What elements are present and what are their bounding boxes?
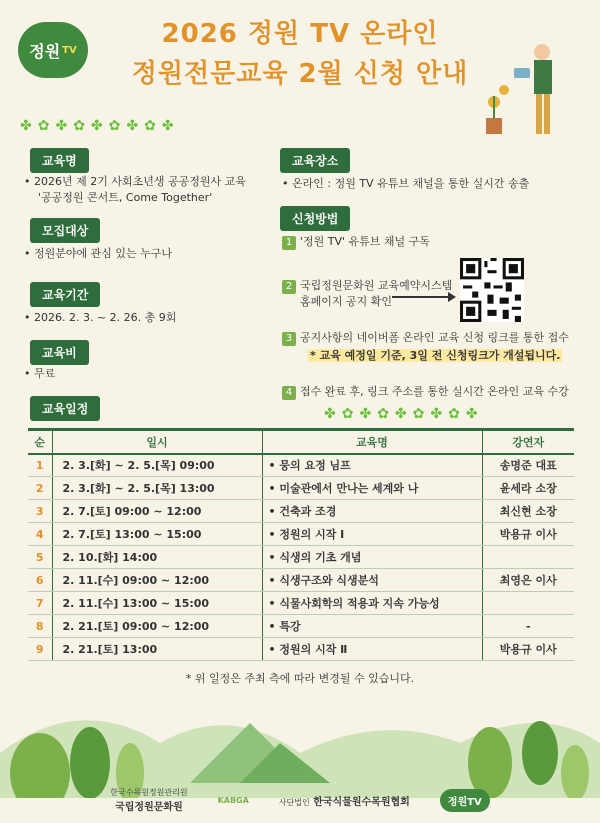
header-course: 교육명 — [262, 430, 482, 454]
header-date: 일시 — [52, 430, 262, 454]
table-row: 6 2. 11.[수] 09:00 ~ 12:00 • 식생구조와 식생분석 최영은 이사 — [28, 569, 574, 592]
kabga-logo: KABGA — [217, 795, 249, 805]
table-row: 7 2. 11.[수] 13:00 ~ 15:00 • 식물사회학의 적용과 지속 가능성 — [28, 592, 574, 615]
clover-decoration-mid: ✤✿✤✿✤✿✤✿✤ — [324, 406, 484, 422]
apply-step-4: 4 접수 완료 후, 링크 주소를 통한 실시간 온라인 교육 수강 — [282, 384, 569, 400]
logo-text: 정원 — [29, 41, 61, 61]
title-line-2: 정원전문교육 2월 신청 안내 — [131, 59, 469, 89]
course-name-label: 교육명 — [30, 148, 89, 173]
apply-step-2: 2 국립정원문화원 교육예약시스템 홈페이지 공지 확인 — [282, 278, 452, 310]
target-text: • 정원분야에 관심 있는 누구나 — [24, 247, 173, 260]
step-1-number: 1 — [282, 236, 296, 250]
table-row: 9 2. 21.[토] 13:00 • 정원의 시작 Ⅱ 박용규 이사 — [28, 638, 574, 661]
apply-notice: * 교육 예정일 기준, 3일 전 신청링크가 개설됩니다. — [310, 349, 561, 362]
table-row: 2 2. 3.[화] ~ 2. 5.[목] 13:00 • 미술관에서 만나는 세계와 나 윤세라 소장 — [28, 477, 574, 500]
step-4-number: 4 — [282, 386, 296, 400]
title-line-1: 2026 정원 TV 온라인 — [161, 19, 439, 49]
arrow-to-qr — [392, 296, 454, 298]
step-2-number: 2 — [282, 280, 296, 294]
table-row: 5 2. 10.[화] 14:00 • 식생의 기초 개념 — [28, 546, 574, 569]
partner-logos — [0, 787, 600, 813]
table-header-row — [28, 430, 574, 454]
qr-code-icon[interactable] — [460, 258, 524, 322]
table-row: 3 2. 7.[토] 09:00 ~ 12:00 • 건축과 조경 최신현 소장 — [28, 500, 574, 523]
target-label: 모집대상 — [30, 218, 100, 243]
header-num: 순 — [28, 430, 52, 454]
jungwon-tv-footer-logo: 정원TV — [440, 789, 490, 812]
logo-sub: TV — [62, 44, 77, 56]
org1-logo: 한국수목원정원관리원 국립정원문화원 — [110, 788, 188, 813]
clover-decoration-top: ✤✿✤✿✤✿✤✿✤ — [20, 118, 180, 134]
apply-step-3: 3 공지사항의 네이버폼 온라인 교육 신청 링크를 통한 접수 * 교육 예정일 기준, 3일 전 신청링크가 개설됩니다. — [282, 330, 569, 364]
schedule-label: 교육일정 — [30, 396, 100, 421]
header-instructor: 강연자 — [482, 430, 574, 454]
place-text: • 온라인 : 정원 TV 유튜브 채널을 통한 실시간 송출 — [282, 177, 530, 190]
period-text: • 2026. 2. 3. ~ 2. 26. 총 9회 — [24, 311, 177, 324]
schedule-note: * 위 일정은 주최 측에 따라 변경될 수 있습니다. — [185, 672, 415, 685]
table-row: 1 2. 3.[화] ~ 2. 5.[목] 09:00 • 뭉의 요정 님프 송명준 대표 — [28, 454, 574, 477]
place-label: 교육장소 — [280, 148, 350, 173]
schedule-table — [28, 428, 574, 661]
gardener-illustration — [480, 40, 570, 140]
apply-step-1: 1 '정원 TV' 유튜브 채널 구독 — [282, 234, 430, 250]
fee-text: • 무료 — [24, 367, 56, 380]
org3-logo: 사단법인 한국식물원수목원협회 — [278, 796, 410, 808]
table-row: 8 2. 21.[토] 09:00 ~ 12:00 • 특강 - — [28, 615, 574, 638]
step-3-number: 3 — [282, 332, 296, 346]
period-label: 교육기간 — [30, 282, 100, 307]
course-name-text: • 2026년 제 2기 사회초년생 공공정원사 교육 '공공정원 콘서트, Come Together' — [24, 175, 246, 204]
apply-label: 신청방법 — [280, 206, 350, 231]
table-row: 4 2. 7.[토] 13:00 ~ 15:00 • 정원의 시작 Ⅰ 박용규 이사 — [28, 523, 574, 546]
fee-label: 교육비 — [30, 340, 89, 365]
